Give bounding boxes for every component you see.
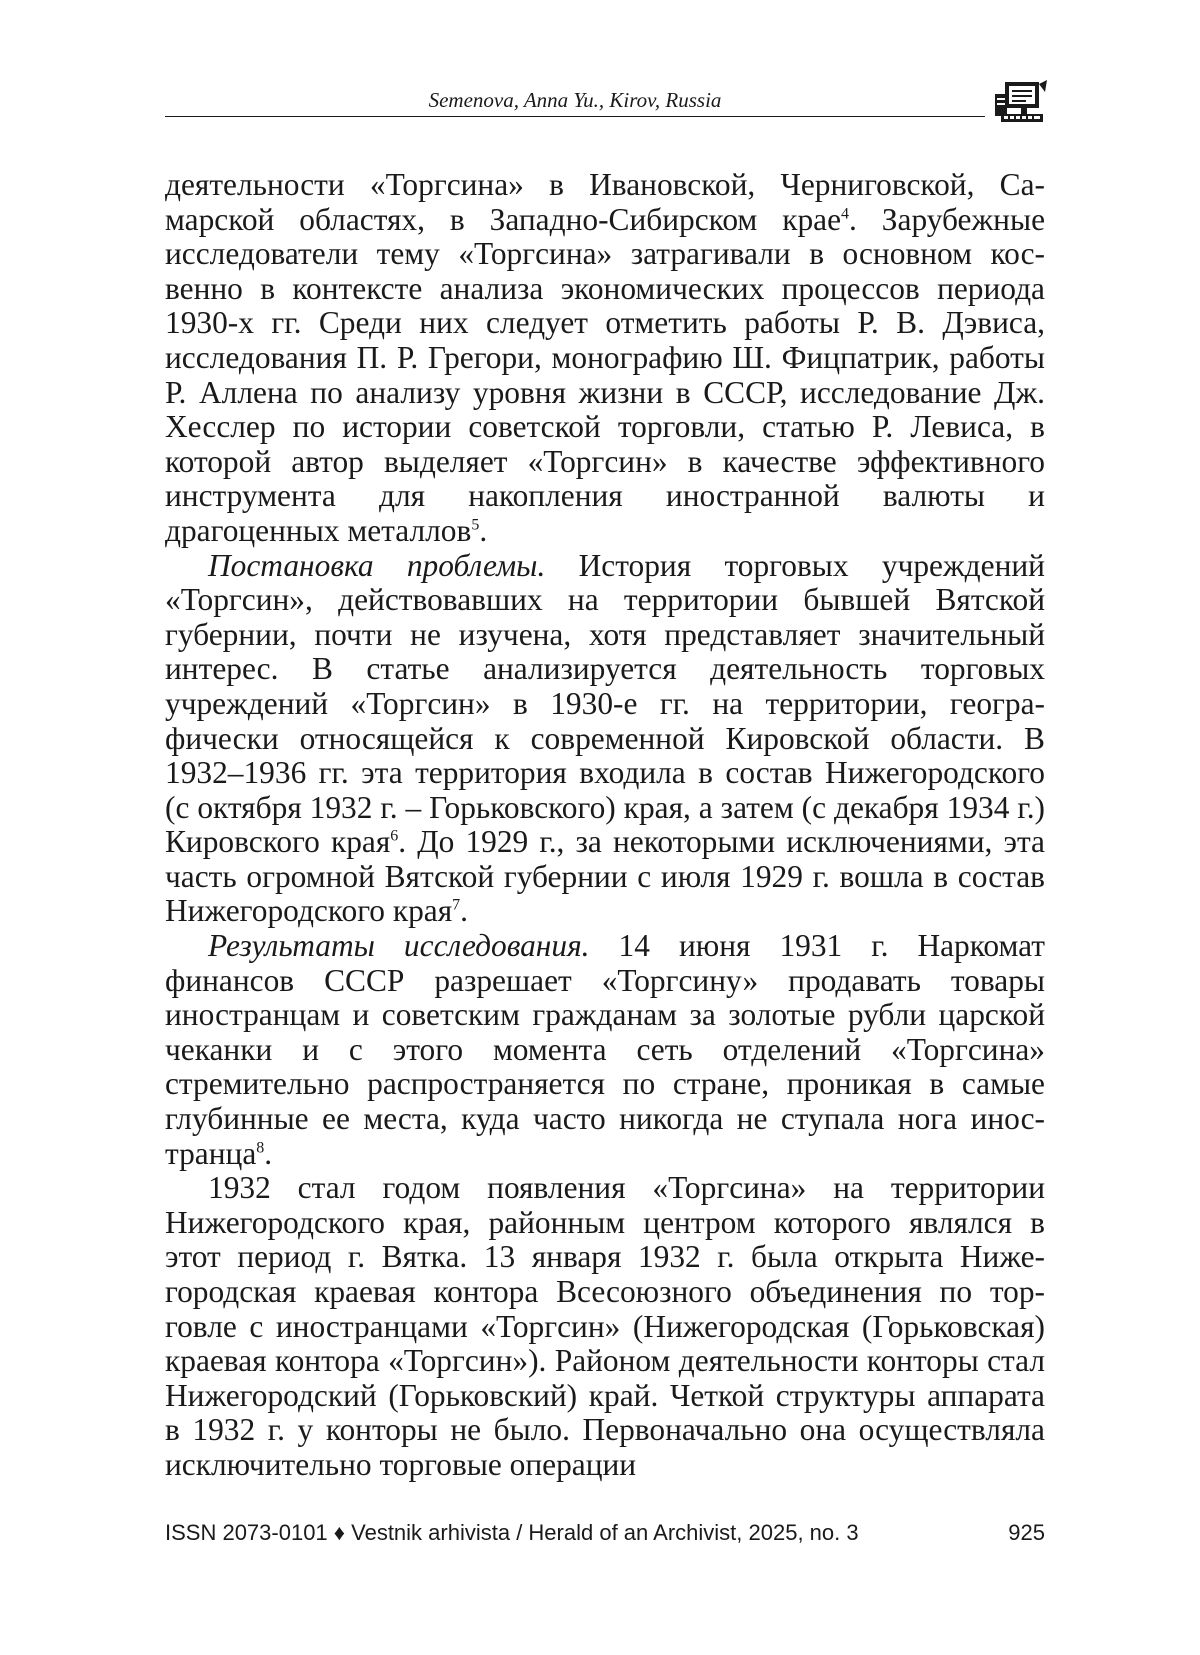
running-title: Semenova, Anna Yu., Kirov, Russia	[428, 88, 722, 112]
paragraph-2: Постановка проблемы. История торговых учреждений «Торгсин», действовавших на территории бывшей Вятской губернии, почти не изучена, хотя представляет значительный интерес. В статье анализируется деятельность торговых учреждений «Торгсин» в 1930-е гг. на территории, географически относящейся к современной Кировской области. В 1932–1936 гг. эта территория входила в состав Нижегородского (с октября 1932 г. – Горьковского) края, а затем (с декабря 1934 г.) Кировского края$^6$. До 1929 г., за некоторыми исключениями, эта часть огромной Вятской губернии с июля 1929 г. вошла в состав Нижегородского края$^7$.	[165, 547, 1045, 929]
footnote-ref: 8	[256, 1139, 265, 1157]
article-body	[165, 168, 1045, 1483]
footnote-ref: 6	[390, 827, 399, 845]
footnote-ref: 5	[471, 516, 480, 534]
computer-icon	[991, 78, 1049, 130]
running-header	[165, 82, 1045, 122]
page-footer	[165, 1520, 1045, 1552]
footnote-ref: 4	[841, 205, 850, 223]
paragraph-4: 1932 стал годом появления «Торгсина» на территории Нижегородского края, районным центром которого являлся в этот период г. Вятка. 13 января 1932 г. была открыта Нижегородская краевая контора Всесоюзного объединения по торговле с иностранцами «Торгсин» (Нижегородская (Горьковская) краевая контора «Торгсин»). Районом деятельности конторы стал Нижегородский (Горьковский) край. Четкой структуры аппарата в 1932 г. у конторы не было. Первоначально она осуществляла исключительно торговые операции	[165, 1170, 1045, 1482]
footnote-ref: 7	[452, 897, 461, 914]
paragraph-3: Результаты исследования. 14 июня 1931 г. Наркомат финансов СССР разрешает «Торгсину» продавать товары иностранцам и советским гражданам за золотые рубли царской чеканки и с этого момента сеть отделений «Торгсина» стремительно распространяется по стране, проникая в самые глубинные ее места, куда часто никогда не ступала нога иностранца$^8$.	[165, 928, 1045, 1171]
header-rule	[165, 116, 985, 117]
page-number: 925	[1008, 1520, 1045, 1545]
paragraph-1: деятельности «Торгсина» в Ивановской, Черниговской, Самарской областях, в Западно-Сибирском крае$^4$. Зарубежные исследователи тему «Торгсина» затрагивали в основном косвенно в контексте анализа экономических процессов периода 1930-х гг. Среди них следует отметить работы Р. В. Дэвиса, исследования П. Р. Грегори, монографию Ш. Фицпатрик, работы Р. Аллена по анализу уровня жизни в СССР, исследование Дж. Хесслер по истории советской торговли, статью Р. Левиса, в которой автор выделяет «Торгсин» в качестве эффективного инструмента для накопления иностранной валюты и драгоценных металлов$^5$.	[165, 167, 1046, 548]
journal-citation: ISSN 2073-0101 ♦ Vestnik arhivista / Herald of an Archivist, 2025, no. 3	[165, 1520, 859, 1545]
section-lead: Постановка проблемы.	[208, 547, 546, 583]
section-lead: Результаты исследования.	[208, 928, 590, 964]
